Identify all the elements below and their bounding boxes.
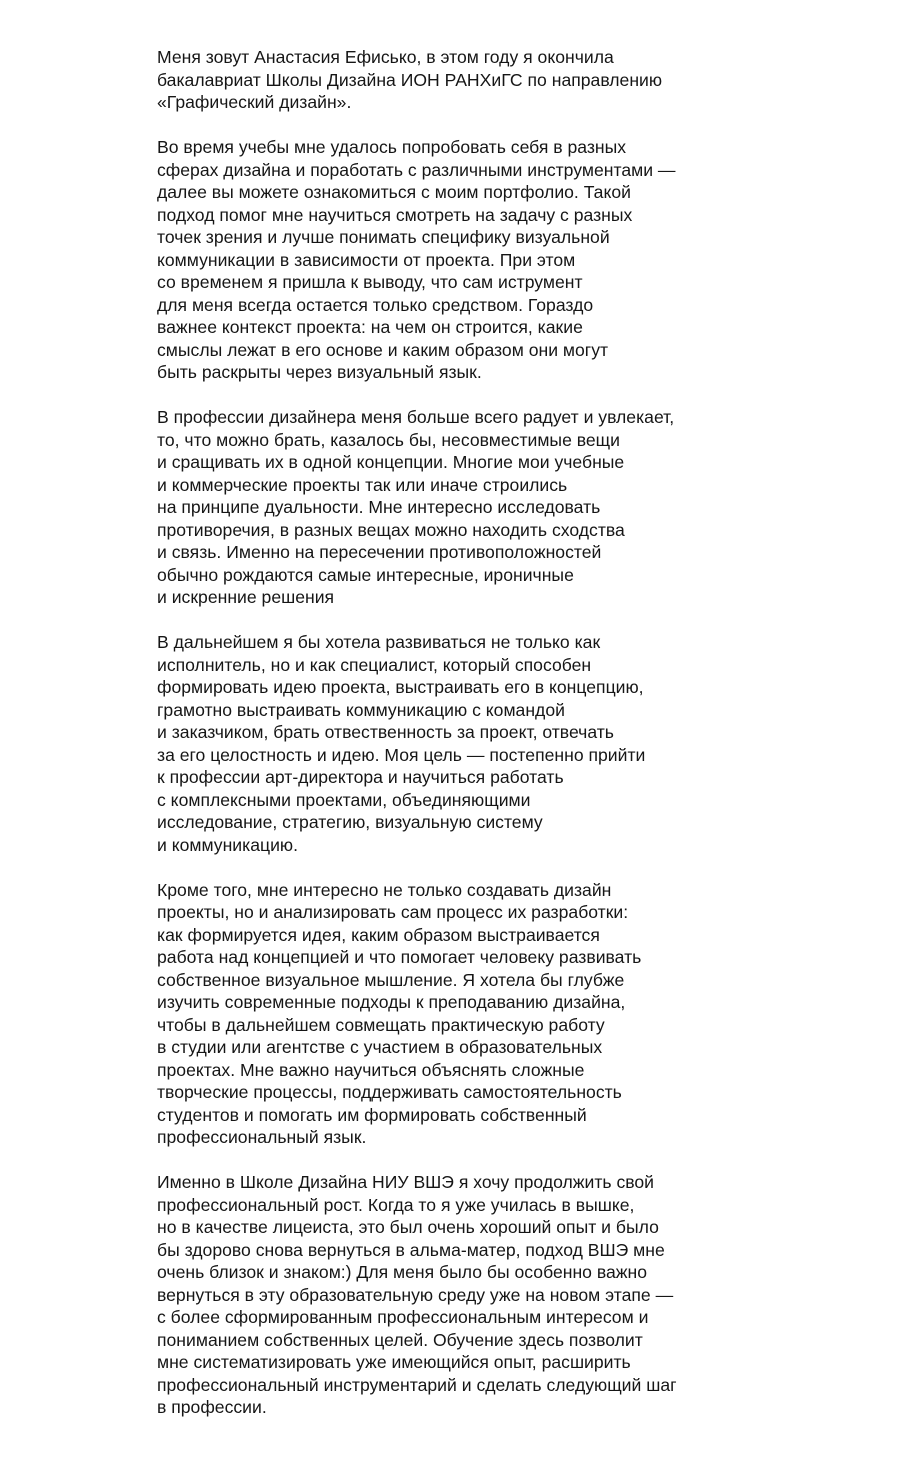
text-line: чтобы в дальнейшем совмещать практическую работу [157,1014,605,1035]
text-line: проекты, но и анализировать сам процесс их разработки: [157,902,629,922]
text-line: со временем я пришла к выводу, что сам иструмент [157,272,583,292]
text-line: очень близок и знаком:) Для меня было бы особенно важно [157,1262,648,1282]
text-line: в студии или агентстве с участием в образовательных [157,1037,603,1057]
text-line: вернуться в эту образовательную среду уже на новом этапе — [157,1284,674,1305]
text-line: исследование, стратегию, визуальную систему [157,812,543,832]
text-line: бы здорово снова вернуться в альма-матер, подход ВШЭ мне [157,1239,665,1260]
text-line: студентов и помогать им формировать собственный [157,1104,587,1125]
text-line: противоречия, в разных вещах можно находить сходства [157,519,625,540]
text-line: но в качестве лицеиста, это был очень хороший опыт и было [157,1217,659,1237]
text-line: формировать идею проекта, выстраивать его в концепцию, [157,677,644,697]
text-line: обычно рождаются самые интересные, ироничные [157,564,574,585]
text-line: и заказчиком, брать отвественность за проект, отвечать [157,722,614,742]
text-line: быть раскрыты через визуальный язык. [157,362,482,382]
text-line: сферах дизайна и поработать с различными инструментами — [157,159,676,180]
text-line: проектах. Мне важно научиться объяснять сложные [157,1059,585,1080]
text-line: В профессии дизайнера меня больше всего радует и увлекает, [157,407,675,427]
text-line: как формируется идея, каким образом выстраивается [157,924,600,945]
paragraph-6 [157,1171,777,1419]
paragraph-1 [157,46,777,114]
text-line: «Графический дизайн». [157,92,352,112]
paragraph-3 [157,406,777,609]
text-line: грамотно выстраивать коммуникацию с командой [157,699,565,720]
text-line: к профессии арт-директора и научиться работать [157,767,564,787]
text-line: важнее контекст проекта: на чем он строится, какие [157,317,583,337]
text-line: В дальнейшем я бы хотела развиваться не только как [157,632,601,652]
text-line: исполнитель, но и как специалист, который способен [157,654,592,675]
text-line: коммуникации в зависимости от проекта. При этом [157,249,576,270]
text-line: профессиональный язык. [157,1127,367,1147]
text-line: Кроме того, мне интересно не только создавать дизайн [157,879,612,900]
text-line: подход помог мне научиться смотреть на задачу с разных [157,204,633,225]
text-line: работа над концепцией и что помогает человеку развивать [157,947,642,967]
paragraph-5 [157,879,777,1149]
paragraph-4 [157,631,777,856]
text-line: и коммуникацию. [157,834,298,855]
text-line: изучить современные подходы к преподаванию дизайна, [157,992,626,1012]
text-line: и коммерческие проекты так или иначе строились [157,474,568,495]
text-line: с более сформированным профессиональным интересом и [157,1307,649,1327]
motivation-letter [157,46,777,1419]
text-line: пониманием собственных целей. Обучение здесь позволит [157,1329,643,1350]
text-line: профессиональный инструментарий и сделать следующий шаг [157,1374,677,1395]
text-line: то, что можно брать, казалось бы, несовместимые вещи [157,429,620,450]
text-line: за его целостность и идею. Моя цель — постепенно прийти [157,744,646,765]
text-line: в профессии. [157,1397,267,1417]
text-line: с комплексными проектами, объединяющими [157,789,531,810]
text-line: Во время учебы мне удалось попробовать себя в разных [157,137,627,157]
text-line: и искренние решения [157,587,335,607]
text-line: на принципе дуальности. Мне интересно исследовать [157,497,601,517]
text-line: мне систематизировать уже имеющийся опыт, расширить [157,1352,631,1372]
text-line: и сращивать их в одной концепции. Многие мои учебные [157,452,625,472]
text-line: и связь. Именно на пересечении противоположностей [157,542,602,562]
text-line: Именно в Школе Дизайна НИУ ВШЭ я хочу продолжить свой [157,1172,655,1192]
text-line: Меня зовут Анастасия Ефисько, в этом году я окончила [157,47,614,67]
text-line: далее вы можете ознакомиться с моим портфолио. Такой [157,182,631,202]
text-line: профессиональный рост. Когда то я уже училась в вышке, [157,1194,635,1215]
text-line: бакалавриат Школы Дизайна ИОН РАНХиГС по направлению [157,69,663,90]
text-line: для меня всегда остается только средством. Гораздо [157,294,594,315]
text-line: творческие процессы, поддерживать самостоятельность [157,1082,622,1102]
text-line: смыслы лежат в его основе и каким образом они могут [157,339,609,360]
text-line: собственное визуальное мышление. Я хотела бы глубже [157,969,625,990]
text-line: точек зрения и лучше понимать специфику визуальной [157,227,610,247]
paragraph-2 [157,136,777,384]
